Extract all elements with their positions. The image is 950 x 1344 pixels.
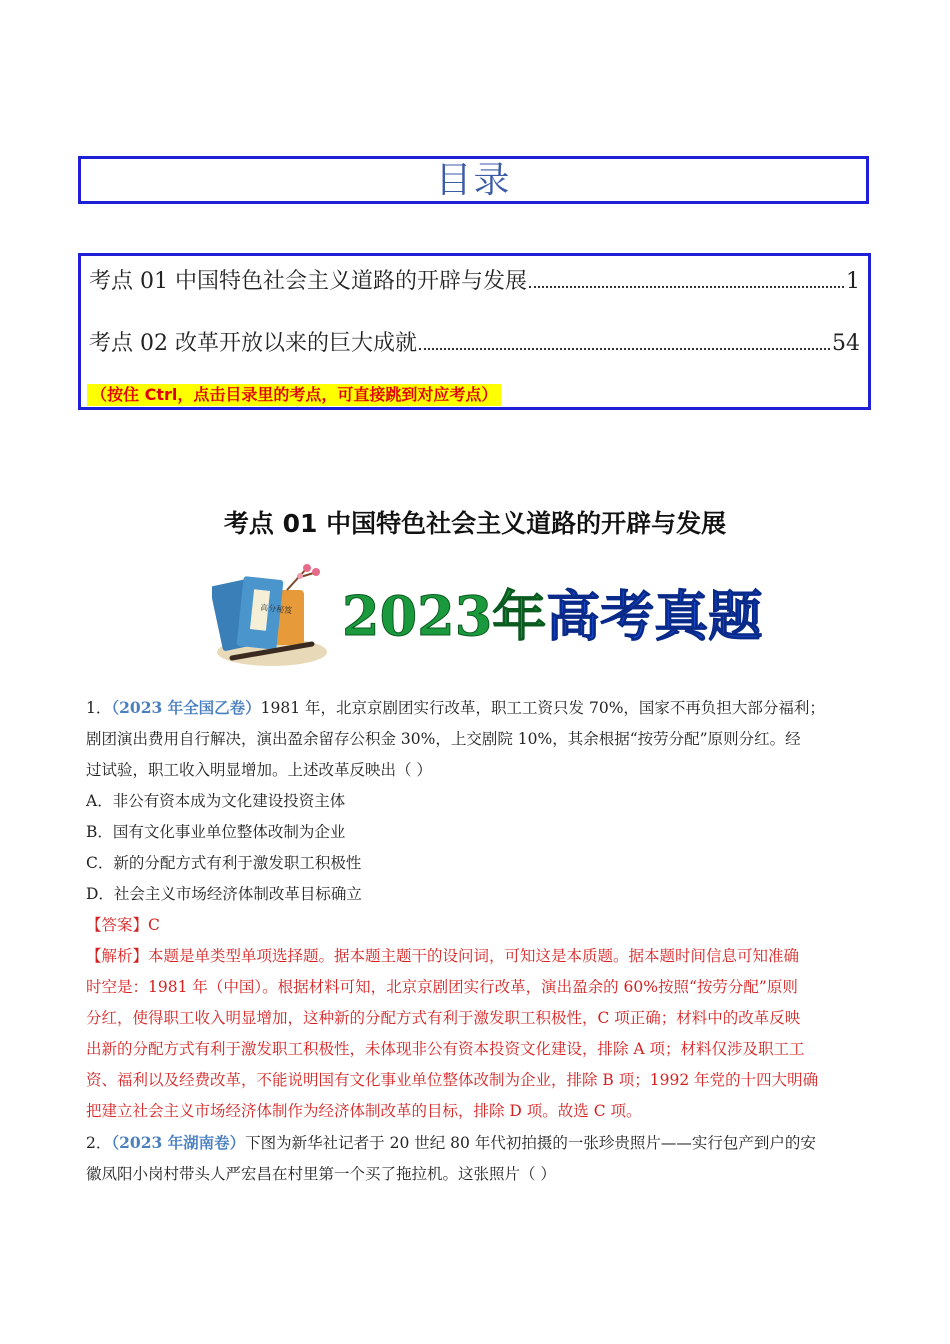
toc-entry-label: 考点 01 中国特色社会主义道路的开辟与发展 xyxy=(89,269,527,294)
option-c: C．新的分配方式有利于激发职工积极性 xyxy=(86,854,362,872)
analysis-line xyxy=(86,941,866,972)
question-stem-line: 过试验，职工收入明显增加。上述改革反映出（ ） xyxy=(86,761,432,779)
toc-entry-2[interactable] xyxy=(89,326,860,357)
toc-entry-page: 54 xyxy=(832,331,860,356)
toc-title-box xyxy=(78,156,869,204)
analysis-label: 【解析】 xyxy=(86,947,149,965)
question-stem-line: 徽凤阳小岗村带头人严宏昌在村里第一个买了拖拉机。这张照片（ ） xyxy=(86,1165,556,1183)
analysis-line: 分红，使得职工收入明显增加，这种新的分配方式有利于激发职工积极性，C 项正确；材料中的改革反映 xyxy=(86,1009,801,1027)
book-illustration-icon xyxy=(212,560,332,670)
option-b: B．国有文化事业单位整体改制为企业 xyxy=(86,823,346,841)
book-stack-icon xyxy=(212,576,284,651)
toc-hint: （按住 Ctrl，点击目录里的考点，可直接跳到对应考点） xyxy=(87,384,501,406)
banner-words: 高考真题 xyxy=(546,584,763,648)
answer-line xyxy=(86,910,866,941)
analysis-line: 把建立社会主义市场经济体制作为经济体制改革的目标，排除 D 项。故选 C 项。 xyxy=(86,1102,642,1120)
question-number: 2． xyxy=(86,1134,112,1152)
question-source: （2023 年全国乙卷） xyxy=(111,698,261,717)
question-number: 1． xyxy=(86,699,112,717)
question-stem-line: 1981 年，北京京剧团实行改革，职工工资只发 70%，国家不再负担大部分福利； xyxy=(260,699,825,717)
option-d: D．社会主义市场经济体制改革目标确立 xyxy=(86,885,362,903)
option-a: A．非公有资本成为文化建设投资主体 xyxy=(86,792,346,810)
toc-leader-dots xyxy=(419,348,830,350)
analysis-line: 时空是：1981 年（中国）。根据材料可知，北京京剧团实行改革，演出盈余的 60%按照“按劳分配”原则 xyxy=(86,978,798,996)
question-2-stem xyxy=(86,1127,866,1159)
question-stem-line: 下图为新华社记者于 20 世纪 80 年代初拍摄的一张珍贵照片——实行包产到户的安 xyxy=(245,1134,816,1152)
toc-entry-page: 1 xyxy=(846,269,860,294)
analysis-text: 本题是单类型单项选择题。据本题主题干的设问词，可知这是本质题。据本题时间信息可知准确 xyxy=(148,947,800,965)
toc-entry-1[interactable] xyxy=(89,264,860,295)
toc-title: 目录 xyxy=(435,160,512,201)
answer-value: C xyxy=(148,916,160,934)
question-1 xyxy=(86,692,866,1190)
toc-box xyxy=(78,253,871,410)
toc-entry-label: 考点 02 改革开放以来的巨大成就 xyxy=(89,331,417,356)
question-source: （2023 年湖南卷） xyxy=(111,1133,246,1152)
book-label: 高分秘笈 xyxy=(259,603,293,616)
blossom-branch-icon xyxy=(287,564,320,590)
analysis-line: 资、福利以及经费改革，不能说明国有文化事业单位整体改制为企业，排除 B 项；1992 年党的十四大明确 xyxy=(86,1071,819,1089)
banner-text xyxy=(342,574,762,651)
answer-label: 【答案】 xyxy=(86,916,149,934)
exam-banner xyxy=(212,560,763,670)
analysis-line: 出新的分配方式有利于激发职工积极性，未体现非公有资本投资文化建设，排除 A 项；材料仅涉及职工工 xyxy=(86,1040,805,1058)
question-stem xyxy=(86,692,866,724)
toc-leader-dots xyxy=(529,286,844,288)
banner-year: 2023年 xyxy=(342,584,547,648)
section-title: 考点 01 中国特色社会主义道路的开辟与发展 xyxy=(223,509,727,538)
question-stem-line: 剧团演出费用自行解决，演出盈余留存公积金 30%，上交剧院 10%，其余根据“按劳分配”原则分红。经 xyxy=(86,730,801,748)
